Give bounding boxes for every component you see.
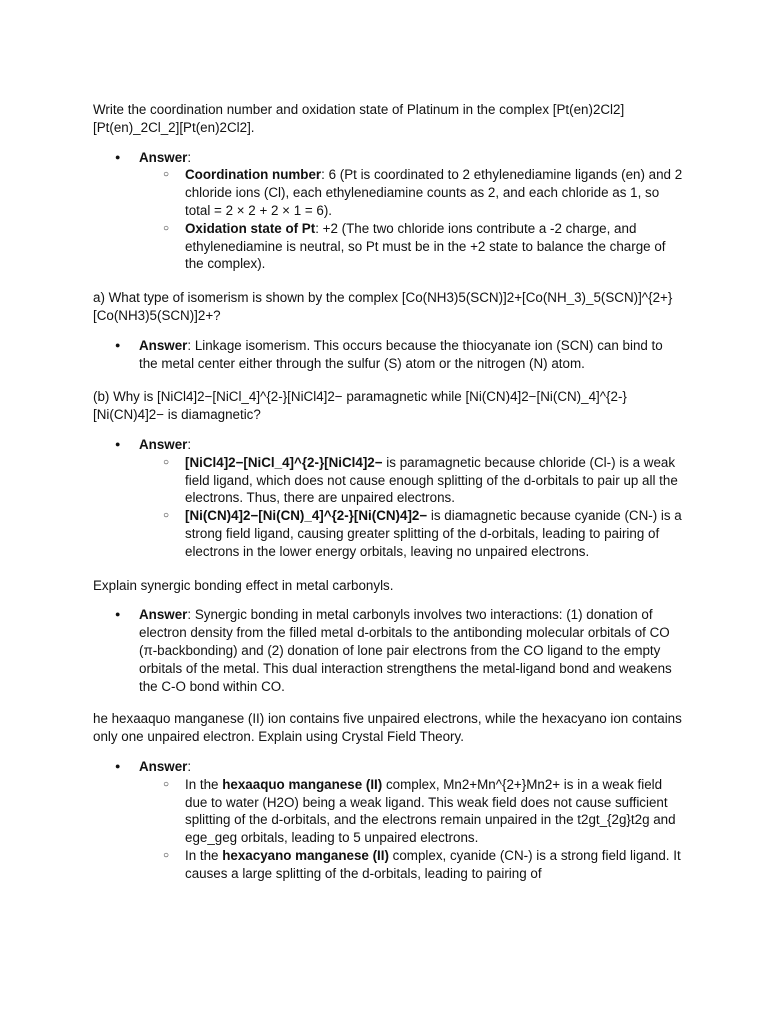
point-text: complex, Mn2+Mn^{2+}Mn2+ is in a weak field due to water (H2O) being a weak ligand. This weak field does not cause sufficient splitting of the d-orbitals, and the electrons remain unpaired in the t2gt_{2g}t2g and ege_geg orbitals, leading to 5 unpaired electrons.: [185, 776, 676, 846]
answer-item: [93, 758, 683, 883]
question-crystal-field-theory: he hexaaquo manganese (II) ion contains five unpaired electrons, while the hexacyano ion contains only one unpaired electron. Explain using Crystal Field Theory.: [93, 711, 682, 745]
answer-sublist: [139, 776, 683, 883]
answer-label: Answer: [139, 149, 188, 165]
answer-label: Answer: [139, 436, 188, 452]
answer-point: [139, 220, 683, 273]
point-label: Oxidation state of Pt: [185, 220, 316, 236]
answer-point: [139, 776, 683, 847]
answer-text: : Synergic bonding in metal carbonyls involves two interactions: (1) donation of electron density from the filled metal d-orbitals to the antibonding molecular orbitals of CO (π-backbonding) and (2) donation of lone pair electrons from the CO ligand to the empty orbitals of the metal. This dual interaction strengthens the metal-ligand bond and weakens the C-O bond within CO.: [139, 607, 672, 694]
point-label: hexacyano manganese (II): [222, 847, 389, 863]
point-label: [NiCl4]2−[NiCl_4]^{2-}[NiCl4]2−: [185, 454, 383, 470]
answer-label: Answer: [139, 337, 188, 353]
point-text: is paramagnetic because chloride (Cl-) is a weak field ligand, which does not cause enough splitting of the d-orbitals to pair up all the electrons. Thus, there are unpaired electrons.: [185, 454, 678, 506]
question-magnetism: (b) Why is [NiCl4]2−[NiCl_4]^{2-}[NiCl4]2− paramagnetic while [Ni(CN)4]2−[Ni(CN)_4]^{2-}[Ni(CN)4]2− is diamagnetic?: [93, 389, 627, 423]
answer-text: : Linkage isomerism. This occurs because the thiocyanate ion (SCN) can bind to the metal center either through the sulfur (S) atom or the nitrogen (N) atom.: [139, 337, 663, 371]
answer-list: [93, 606, 683, 695]
answer-list: [93, 149, 683, 274]
answer-colon: :: [187, 436, 192, 452]
answer-colon: :: [187, 149, 192, 165]
answer-point: [139, 847, 683, 883]
answer-item: [93, 337, 683, 373]
question-coordination-number: Write the coordination number and oxidation state of Platinum in the complex [Pt(en)2Cl2][Pt(en)_2Cl_2][Pt(en)2Cl2].: [93, 102, 625, 135]
point-prefix: In the: [185, 847, 223, 863]
point-label: Coordination number: [185, 167, 322, 183]
point-label: [Ni(CN)4]2−[Ni(CN)_4]^{2-}[Ni(CN)4]2−: [185, 508, 428, 524]
answer-item: [93, 149, 683, 274]
answer-sublist: [139, 166, 683, 273]
answer-label: Answer: [139, 758, 188, 774]
answer-label: Answer: [139, 607, 188, 623]
point-prefix: In the: [185, 776, 223, 792]
answer-item: [93, 436, 683, 561]
answer-point: [139, 166, 683, 219]
point-text: : +2 (The two chloride ions contribute a -2 charge, and ethylenediamine is neutral, so Pt must be in the +2 state to balance the charge of the complex).: [185, 220, 666, 272]
document-page: [93, 101, 683, 882]
answer-point: [139, 454, 683, 507]
point-text: complex, cyanide (CN-) is a strong field ligand. It causes a large splitting of the d-orbitals, leading to pairing of: [185, 847, 681, 881]
answer-item: [93, 606, 683, 695]
point-text: : 6 (Pt is coordinated to 2 ethylenediamine ligands (en) and 2 chloride ions (Cl), each ethylenediamine counts as 2, and each chloride as 1, so total = 2 × 2 + 2 × 1 = 6).: [185, 167, 683, 218]
point-text: is diamagnetic because cyanide (CN-) is a strong field ligand, causing greater splitting of the d-orbitals, leading to pairing of electrons in the lower energy orbitals, leaving no unpaired electrons.: [185, 508, 682, 559]
point-label: hexaaquo manganese (II): [222, 776, 383, 792]
answer-list: [93, 337, 683, 373]
answer-sublist: [139, 454, 683, 561]
question-isomerism: a) What type of isomerism is shown by the complex [Co(NH3)5(SCN)]2+[Co(NH_3)_5(SCN)]^{2+}[Co(NH3)5(SCN)]2+?: [93, 290, 673, 323]
answer-list: [93, 758, 683, 883]
answer-list: [93, 436, 683, 561]
answer-point: [139, 507, 683, 560]
answer-colon: :: [187, 758, 192, 774]
question-synergic-bonding: Explain synergic bonding effect in metal carbonyls.: [93, 577, 394, 593]
